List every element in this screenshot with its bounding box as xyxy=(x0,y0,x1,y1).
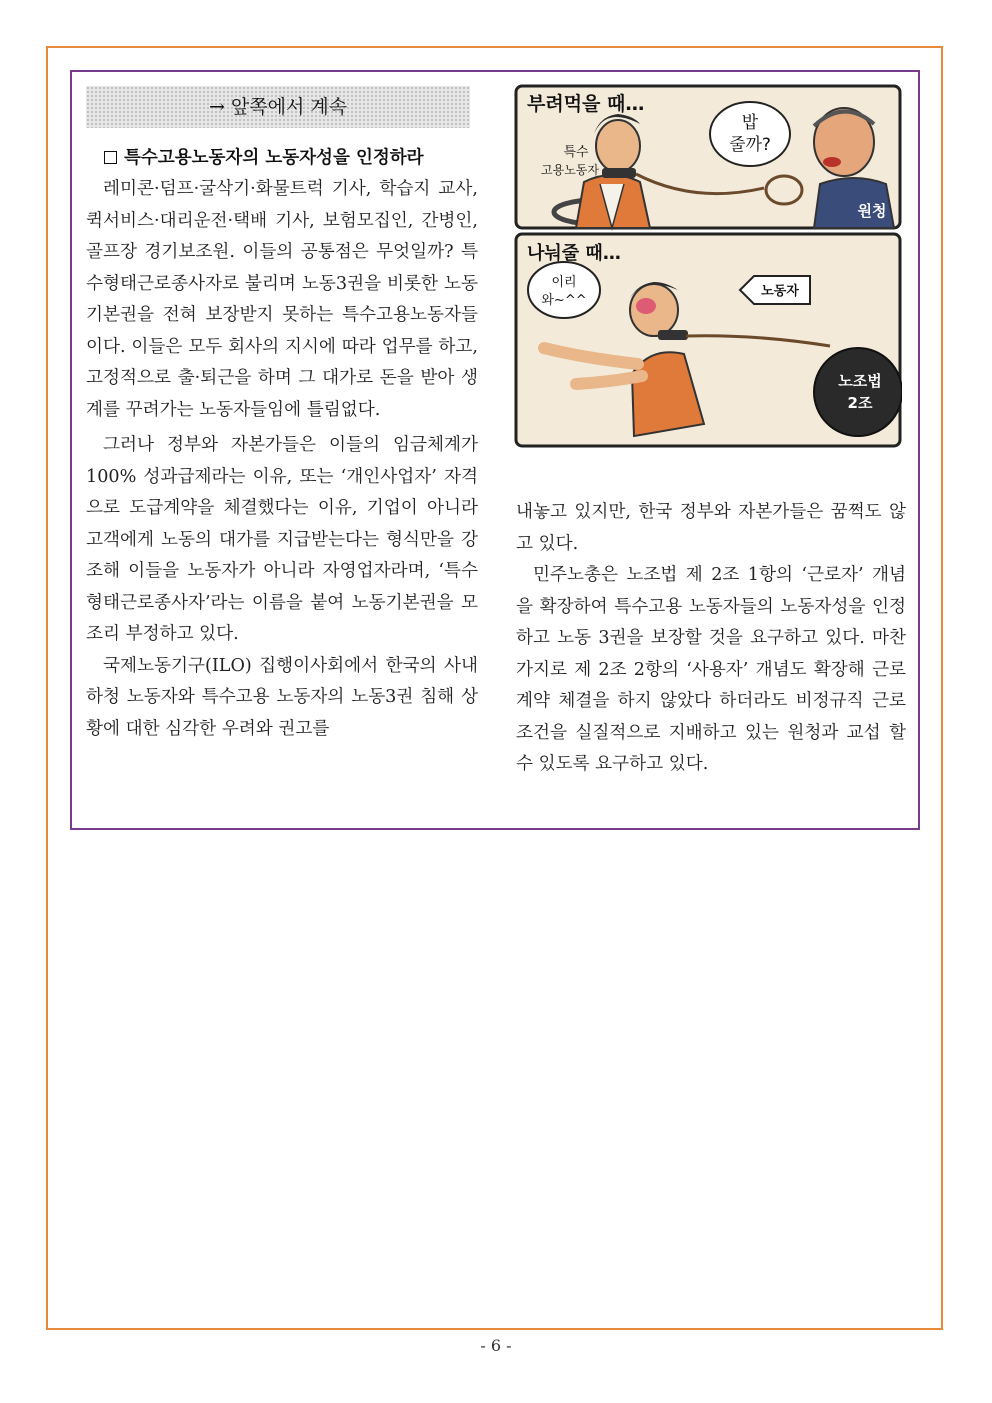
page-number: - 6 - xyxy=(480,1336,512,1355)
panel-2-caption: 나눠줄 때… xyxy=(527,243,621,264)
cartoon-panel-2 xyxy=(516,234,902,446)
panel-1-boss-label: 원청 xyxy=(857,202,887,220)
checkbox-square-icon xyxy=(104,151,117,164)
section-heading-text: 특수고용노동자의 노동자성을 인정하라 xyxy=(124,148,424,168)
panel-1-worker-label-1: 특수 xyxy=(563,145,589,160)
paragraph-3: 국제노동기구(ILO) 집행이사회에서 한국의 사내하청 노동자와 특수고용 노동자의 노동3권 침해 상황에 대한 심각한 우려와 권고를 xyxy=(86,655,478,739)
panel-1-worker-label-2: 고용노동자 xyxy=(541,163,599,177)
panel-1-speech-line-2: 줄까? xyxy=(729,135,771,155)
paragraph-5: 민주노총은 노조법 제 2조 1항의 ‘근로자’ 개념을 확장하여 특수고용 노동자들의 노동자성을 인정하고 노동 3권을 보장할 것을 요구하고 있다. 마찬가지로 제 2조 2항의 ‘사용자’ 개념도 확장해 근로계약 체결을 하지 않았다 하더라도 비정규직 근로조건을 실질적으로 지배하고 있는 원청과 교섭 할 수 있도록 요구하고 있다. xyxy=(516,565,906,774)
cartoon-illustration xyxy=(514,84,902,448)
paragraph-4: 내놓고 있지만, 한국 정부와 자본가들은 꿈쩍도 않고 있다. xyxy=(516,502,906,554)
paragraph-2: 그러나 정부와 자본가들은 이들의 임금체계가 100% 성과급제라는 이유, 또는 ‘개인사업자’ 자격으로 도급계약을 체결했다는 이유, 기업이 아니라 고객에게 노동의 대가를 지급받는다는 형식만을 강조해 이들을 노동자가 아니라 자영업자라며, ‘특수형태근로종사자’라는 이름을 붙여 노동기본권을 모조리 부정하고 있다. xyxy=(86,435,478,644)
panel-2-speech-line-1: 이리 xyxy=(551,275,577,290)
cartoon-panel-1 xyxy=(516,86,900,228)
panel-2-ball-label-2: 2조 xyxy=(847,394,873,412)
panel-2-speech-line-2: 와~^^ xyxy=(541,293,587,308)
panel-1-speech-line-1: 밥 xyxy=(741,113,759,133)
section-heading xyxy=(86,143,478,174)
paragraph-1: 레미콘·덤프·굴삭기·화물트럭 기사, 학습지 교사, 퀵서비스·대리운전·택배 기사, 보험모집인, 간병인, 골프장 경기보조원. 이들의 공통점은 무엇일까? 특수형태근로종사자로 불리며 노동3권을 비롯한 노동기본권을 전혀 보장받지 못하는 특수고용노동자들이다. 이들은 모두 회사의 지시에 따라 업무를 하고, 고정적으로 출·퇴근을 하며 그 대가로 돈을 받아 생계를 꾸려가는 노동자들임에 틀림없다. xyxy=(86,179,478,420)
right-column xyxy=(516,497,906,781)
continued-banner: → 앞쪽에서 계속 xyxy=(86,86,470,128)
panel-2-ball-label-1: 노조법 xyxy=(838,372,882,390)
left-column xyxy=(86,143,478,745)
panel-2-sign-label: 노동자 xyxy=(761,284,799,299)
panel-1-caption: 부려먹을 때… xyxy=(527,93,645,115)
